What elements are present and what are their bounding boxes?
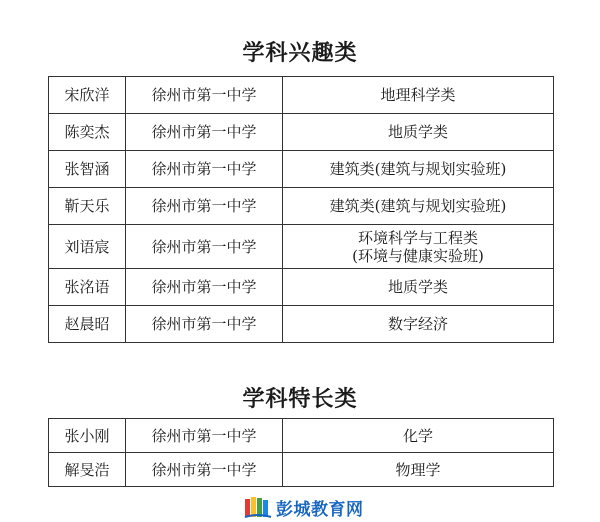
subject-category-line2: (环境与健康实验班) [352,246,484,265]
table-row [49,419,554,453]
watermark-text: 彭城教育网 [276,499,364,520]
student-name: 靳天乐 [49,188,126,225]
table-row [49,306,554,343]
specialty-table [48,418,554,487]
subject-category: 化学 [283,419,554,453]
student-name: 张智涵 [49,151,126,188]
subject-category [283,225,554,269]
student-name: 刘语宸 [49,225,126,269]
subject-category: 地理科学类 [283,77,554,114]
school-name: 徐州市第一中学 [126,77,283,114]
section-title-specialty: 学科特长类 [242,386,358,412]
table-row [49,269,554,306]
school-name: 徐州市第一中学 [126,114,283,151]
subject-category: 建筑类(建筑与规划实验班) [283,151,554,188]
subject-category: 地质学类 [283,114,554,151]
school-name: 徐州市第一中学 [126,188,283,225]
subject-category: 地质学类 [283,269,554,306]
student-name: 张洺语 [49,269,126,306]
school-name: 徐州市第一中学 [126,151,283,188]
school-name: 徐州市第一中学 [126,225,283,269]
school-name: 徐州市第一中学 [126,269,283,306]
student-name: 解旻浩 [49,453,126,487]
subject-category-line1: 环境科学与工程类 [357,228,478,247]
student-name: 陈奕杰 [49,114,126,151]
subject-category: 数字经济 [283,306,554,343]
watermark [244,494,364,520]
student-name: 赵晨昭 [49,306,126,343]
student-name: 宋欣洋 [49,77,126,114]
section-title-interest: 学科兴趣类 [242,40,358,66]
table-row [49,151,554,188]
table-row [49,188,554,225]
school-name: 徐州市第一中学 [126,419,283,453]
interest-table [48,76,554,343]
subject-category: 物理学 [283,453,554,487]
table-row [49,114,554,151]
student-name: 张小刚 [49,419,126,453]
subject-category: 建筑类(建筑与规划实验班) [283,188,554,225]
table-row [49,225,554,269]
colorful-book-logo-icon [244,495,272,519]
school-name: 徐州市第一中学 [126,306,283,343]
table-row [49,453,554,487]
table-row [49,77,554,114]
school-name: 徐州市第一中学 [126,453,283,487]
